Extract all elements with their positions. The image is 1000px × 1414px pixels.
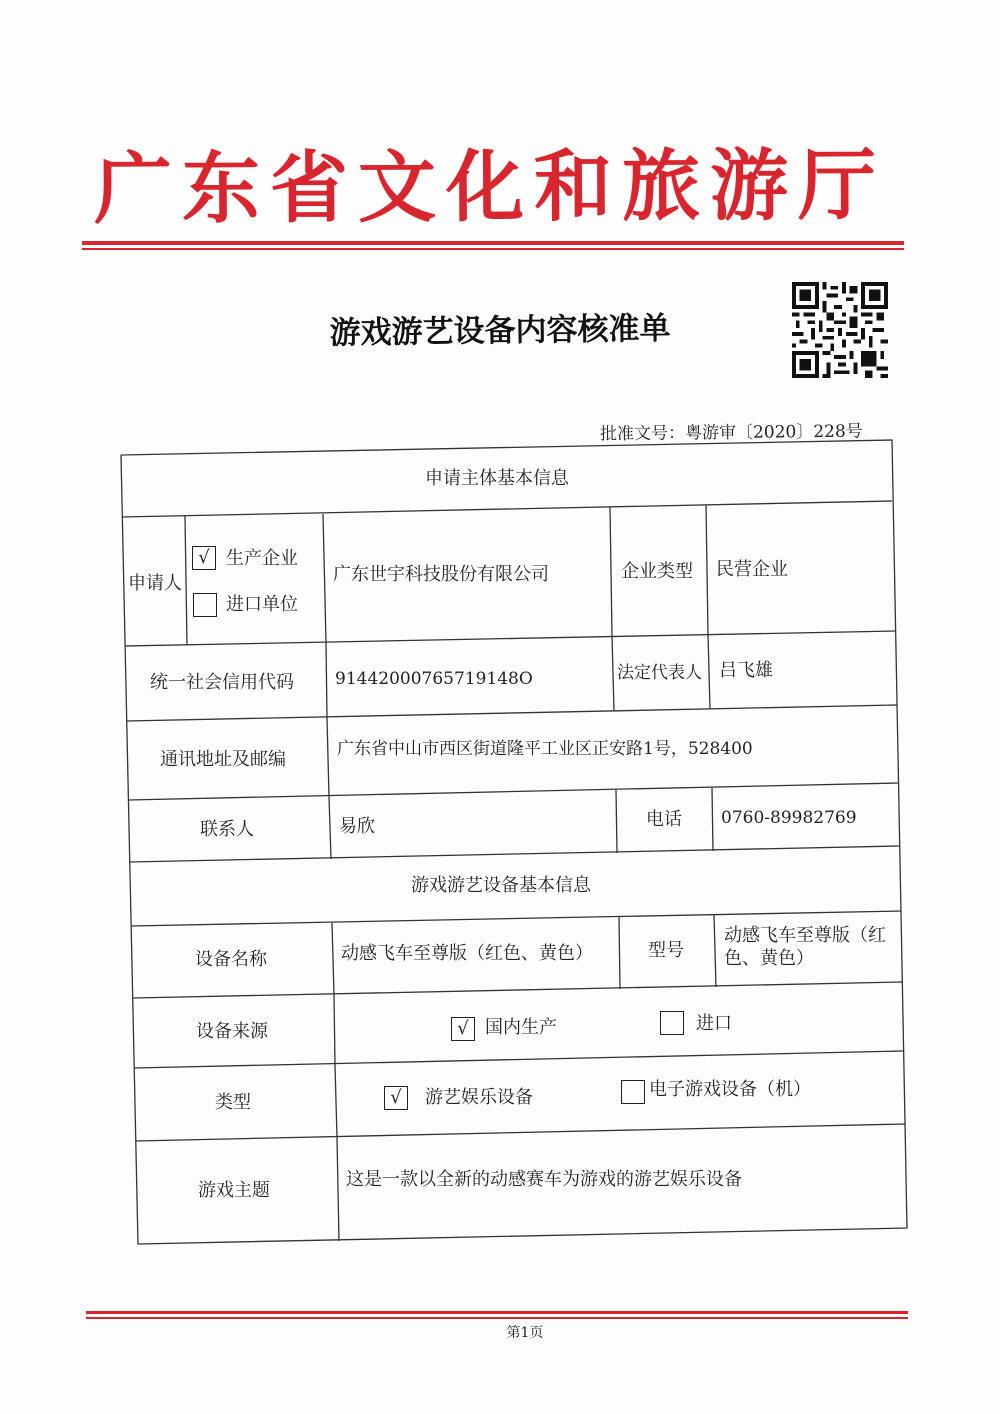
footer-rule-thin [86, 1317, 908, 1319]
legal-rep-value: 吕飞雄 [719, 660, 773, 681]
checkbox-importer[interactable] [193, 593, 217, 617]
option-electronic-game-label: 电子游戏设备（机） [649, 1079, 811, 1100]
legal-rep-label: 法定代表人 [617, 663, 702, 683]
option-imported-label: 进口 [696, 1013, 732, 1034]
credit-code-label: 统一社会信用代码 [150, 672, 294, 693]
device-name-label: 设备名称 [195, 949, 267, 970]
model-label: 型号 [648, 940, 684, 961]
option-importer-label: 进口单位 [226, 594, 298, 615]
checkbox-manufacturer[interactable]: √ [192, 546, 216, 570]
address-value: 广东省中山市西区街道隆平工业区正安路1号，528400 [337, 739, 753, 759]
option-amusement-label: 游艺娱乐设备 [425, 1087, 533, 1108]
source-label: 设备来源 [196, 1021, 268, 1042]
contact-label: 联系人 [200, 819, 254, 840]
enterprise-type-value: 民营企业 [716, 559, 788, 580]
footer-rule-thick [86, 1311, 908, 1314]
address-label: 通讯地址及邮编 [160, 749, 286, 770]
approval-number: 批准文号：粤游审〔2020〕228号 [599, 421, 863, 445]
credit-code-value: 91442000765719148O [335, 669, 533, 689]
company-name: 广东世宇科技股份有限公司 [333, 564, 549, 585]
option-domestic-label: 国内生产 [485, 1017, 557, 1038]
page-number: 第1页 [506, 1325, 544, 1341]
checkbox-domestic[interactable]: √ [451, 1017, 475, 1041]
document-title: 游戏游艺设备内容核准单 [329, 310, 671, 352]
checkbox-amusement[interactable]: √ [384, 1086, 408, 1110]
phone-value: 0760-89982769 [721, 808, 857, 828]
theme-label: 游戏主题 [198, 1180, 270, 1201]
theme-value: 这是一款以全新的动感赛车为游戏的游艺娱乐设备 [346, 1169, 742, 1190]
applicant-section-heading: 申请主体基本信息 [425, 468, 569, 489]
model-value-line2: 色、黄色） [724, 948, 814, 969]
device-section-heading: 游戏游艺设备基本信息 [411, 875, 591, 896]
checkbox-electronic-game[interactable] [621, 1080, 645, 1104]
type-label: 类型 [215, 1092, 251, 1113]
enterprise-type-label: 企业类型 [621, 561, 693, 582]
letterhead-title: 广东省文化和旅游厅 [93, 140, 887, 236]
model-value-line1: 动感飞车至尊版（红 [724, 925, 886, 946]
option-manufacturer-label: 生产企业 [226, 548, 298, 569]
applicant-label: 申请人 [128, 573, 182, 594]
device-name-value: 动感飞车至尊版（红色、黄色） [341, 943, 593, 964]
contact-value: 易欣 [339, 816, 375, 837]
phone-label: 电话 [646, 809, 682, 830]
checkbox-imported[interactable] [660, 1011, 684, 1035]
